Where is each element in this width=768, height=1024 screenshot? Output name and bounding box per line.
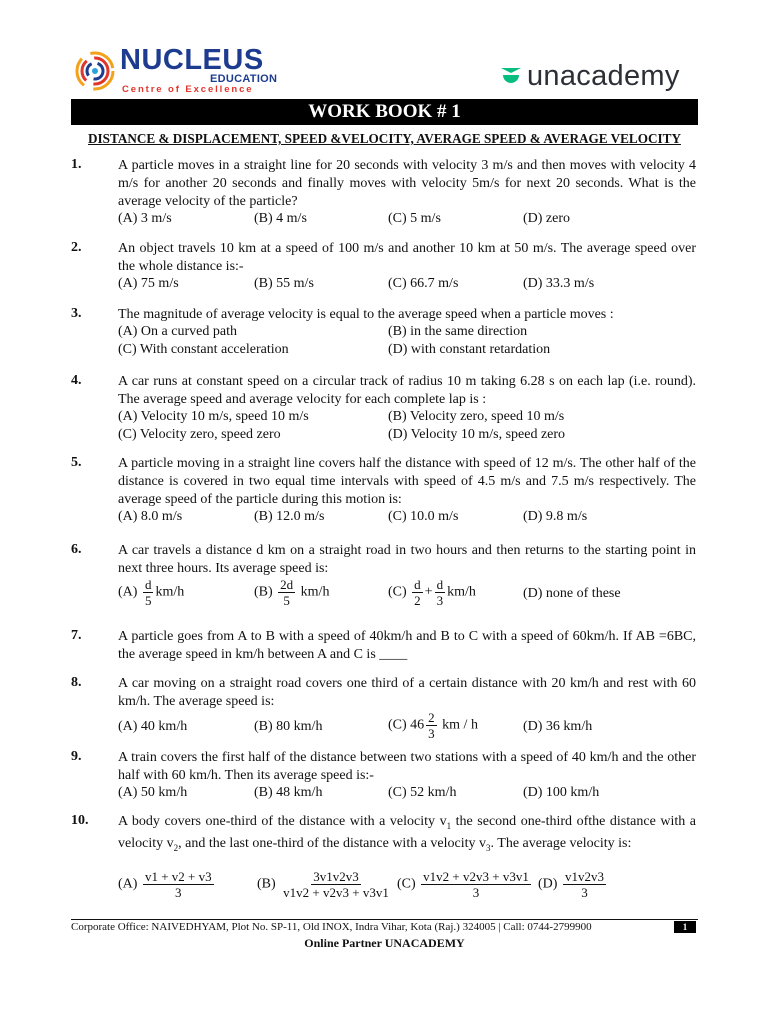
option-b: (B) 80 km/h <box>254 719 323 734</box>
text-part: . The average velocity is: <box>490 835 632 851</box>
option-d: (D) zero <box>523 211 571 226</box>
unacademy-wordmark: unacademy <box>527 60 680 92</box>
denominator: v1v2 + v2v3 + v3v1 <box>283 885 389 900</box>
option-a: (A) On a curved path <box>118 324 237 339</box>
fraction <box>412 577 423 608</box>
fraction <box>426 710 437 741</box>
unit: km / h <box>442 717 478 733</box>
option-c: (C) 66.7 m/s <box>388 276 459 291</box>
subscript: 1 <box>446 820 452 831</box>
numerator: 3v1v2v3 <box>313 869 359 884</box>
question-number: 9. <box>71 749 82 764</box>
option-label: (A) <box>118 584 138 600</box>
question-number: 5. <box>71 455 82 470</box>
question-text: A particle goes from A to B with a speed of 40km/h and B to C with a speed of 60km/h. If AB =6BC, the average speed in km/h between A and C is ____ <box>118 629 696 662</box>
unacademy-icon <box>499 66 523 90</box>
option-a: (A) 75 m/s <box>118 276 179 291</box>
option-label: (A) <box>118 876 138 892</box>
option-label: (C) <box>388 717 407 733</box>
question-text: An object travels 10 km at a speed of 100 m/s and another 10 km at 50 m/s. The average speed over the whole distance is:- <box>118 241 696 274</box>
option-c: (C) Velocity zero, speed zero <box>118 427 281 442</box>
option-label: (C) <box>388 584 407 600</box>
question-number: 4. <box>71 373 82 388</box>
denominator: 5 <box>144 593 152 608</box>
unacademy-logo <box>497 60 697 100</box>
numerator: d <box>436 577 444 592</box>
denominator: 3 <box>428 726 435 741</box>
question-text: A particle moving in a straight line covers half the distance with speed of 12 m/s. The other half of the distance is covered in two equal time intervals with speed of 4.5 m/s and 7.5 m/s respectively. The average speed of the particle during this motion is: <box>118 456 696 507</box>
numerator: 2 <box>428 710 435 725</box>
logo-sub-text: EDUCATION <box>210 73 278 85</box>
option-d: (D) 100 km/h <box>523 785 600 800</box>
option-b: (B) 4 m/s <box>254 211 307 226</box>
unit: km/h <box>447 584 476 600</box>
option-label: (B) <box>257 876 276 892</box>
unit: km/h <box>155 584 185 600</box>
unit: km/h <box>300 584 330 600</box>
option-c <box>388 577 476 608</box>
denominator: 3 <box>436 593 444 608</box>
numerator: v1v2 + v2v3 + v3v1 <box>423 869 529 884</box>
numerator: v1 + v2 + v3 <box>144 869 212 884</box>
logo-main-text: NUCLEUS <box>120 44 264 76</box>
option-a <box>118 577 184 608</box>
option-a: (A) 40 km/h <box>118 719 188 734</box>
whole-number: 46 <box>410 717 425 733</box>
text-part: , and the last one-third of the distance with a velocity v <box>178 835 487 851</box>
question-number: 8. <box>71 675 82 690</box>
option-label: (B) <box>254 584 273 600</box>
option-b <box>257 869 393 900</box>
fraction <box>278 577 295 608</box>
numerator: d <box>144 577 152 592</box>
footer-divider <box>71 919 698 920</box>
numerator: d <box>414 577 421 592</box>
option-d: (D) 9.8 m/s <box>523 509 588 524</box>
denominator: 3 <box>581 885 588 900</box>
denominator: 5 <box>283 593 290 608</box>
fraction <box>435 577 446 608</box>
page-title: WORK BOOK # 1 <box>71 99 698 125</box>
option-d: (D) 33.3 m/s <box>523 276 595 291</box>
fraction <box>143 577 154 608</box>
option-d: (D) 36 km/h <box>523 719 593 734</box>
option-d: (D) with constant retardation <box>388 342 551 357</box>
fraction <box>143 869 214 900</box>
question-number: 7. <box>71 628 82 643</box>
option-c: (C) 52 km/h <box>388 785 457 800</box>
numerator: 2d <box>280 577 294 592</box>
text-part: A body covers one-third of the distance with a velocity v <box>118 814 447 829</box>
option-b: (B) 48 km/h <box>254 785 323 800</box>
subscript: 3 <box>486 842 491 853</box>
option-c: (C) 10.0 m/s <box>388 509 459 524</box>
option-c: (C) With constant acceleration <box>118 342 289 357</box>
text-part: the second one-third ofthe distance with a velocity v <box>118 814 696 851</box>
option-c <box>397 869 533 900</box>
question-number: 10. <box>71 813 89 828</box>
option-label: (C) <box>397 876 416 892</box>
question-text: A car travels a distance d km on a straight road in two hours and then returns to the starting point in next three hours. Its average speed is: <box>118 543 696 576</box>
option-a <box>118 869 216 900</box>
plus-sign: + <box>424 584 433 600</box>
option-c <box>388 710 478 741</box>
option-b: (B) 55 m/s <box>254 276 314 291</box>
fraction <box>563 869 606 900</box>
question-number: 3. <box>71 306 82 321</box>
question-text: A car runs at constant speed on a circular track of radius 10 m taking 6.28 s on each lap (i.e. round). The average speed and average velocity for each complete lap is : <box>118 374 696 407</box>
option-a: (A) Velocity 10 m/s, speed 10 m/s <box>118 409 309 424</box>
option-label: (D) <box>538 876 558 892</box>
question-number: 1. <box>71 157 82 172</box>
question-number: 6. <box>71 542 82 557</box>
question-text <box>118 813 696 857</box>
option-d <box>538 869 608 900</box>
fraction <box>281 869 391 900</box>
option-b <box>254 577 329 608</box>
question-text: The magnitude of average velocity is equal to the average speed when a particle moves : <box>118 307 614 322</box>
option-a: (A) 8.0 m/s <box>118 509 183 524</box>
subscript: 2 <box>173 842 179 853</box>
footer-partner: Online Partner UNACADEMY <box>304 936 465 950</box>
numerator: v1v2v3 <box>564 869 604 884</box>
denominator: 3 <box>175 885 182 900</box>
fraction <box>421 869 531 900</box>
section-subtitle: DISTANCE & DISPLACEMENT, SPEED &VELOCITY, AVERAGE SPEED & AVERAGE VELOCITY <box>88 131 681 146</box>
denominator: 2 <box>414 593 421 608</box>
option-a: (A) 50 km/h <box>118 785 188 800</box>
nucleus-swirl-icon <box>74 50 116 92</box>
question-text: A car moving on a straight road covers one third of a certain distance with 20 km/h and rest with 60 km/h. The average speed is: <box>118 676 696 709</box>
logo-tagline: Centre of Excellence <box>122 84 254 95</box>
option-b: (B) Velocity zero, speed 10 m/s <box>388 409 565 424</box>
question-number: 2. <box>71 240 82 255</box>
option-c: (C) 5 m/s <box>388 211 441 226</box>
option-d: (D) none of these <box>523 586 621 601</box>
option-b: (B) 12.0 m/s <box>254 509 325 524</box>
denominator: 3 <box>472 885 480 900</box>
option-a: (A) 3 m/s <box>118 211 172 226</box>
question-text: A train covers the first half of the distance between two stations with a speed of 40 km/h and the other half with 60 km/h. Then its average speed is:- <box>118 750 696 783</box>
option-d: (D) Velocity 10 m/s, speed zero <box>388 427 566 442</box>
page-number: 1 <box>674 921 696 933</box>
question-text: A particle moves in a straight line for 20 seconds with velocity 3 m/s and then moves with velocity 4 m/s for another 20 seconds and finally moves with velocity 5m/s for next 20 seconds. What is the average velocity of the particle? <box>118 158 696 209</box>
nucleus-logo <box>74 44 289 100</box>
footer-address: Corporate Office: NAIVEDHYAM, Plot No. SP-11, Old INOX, Indra Vihar, Kota (Raj.) 324005 | Call: 0744-2799900 <box>71 921 592 933</box>
option-b: (B) in the same direction <box>388 324 528 339</box>
